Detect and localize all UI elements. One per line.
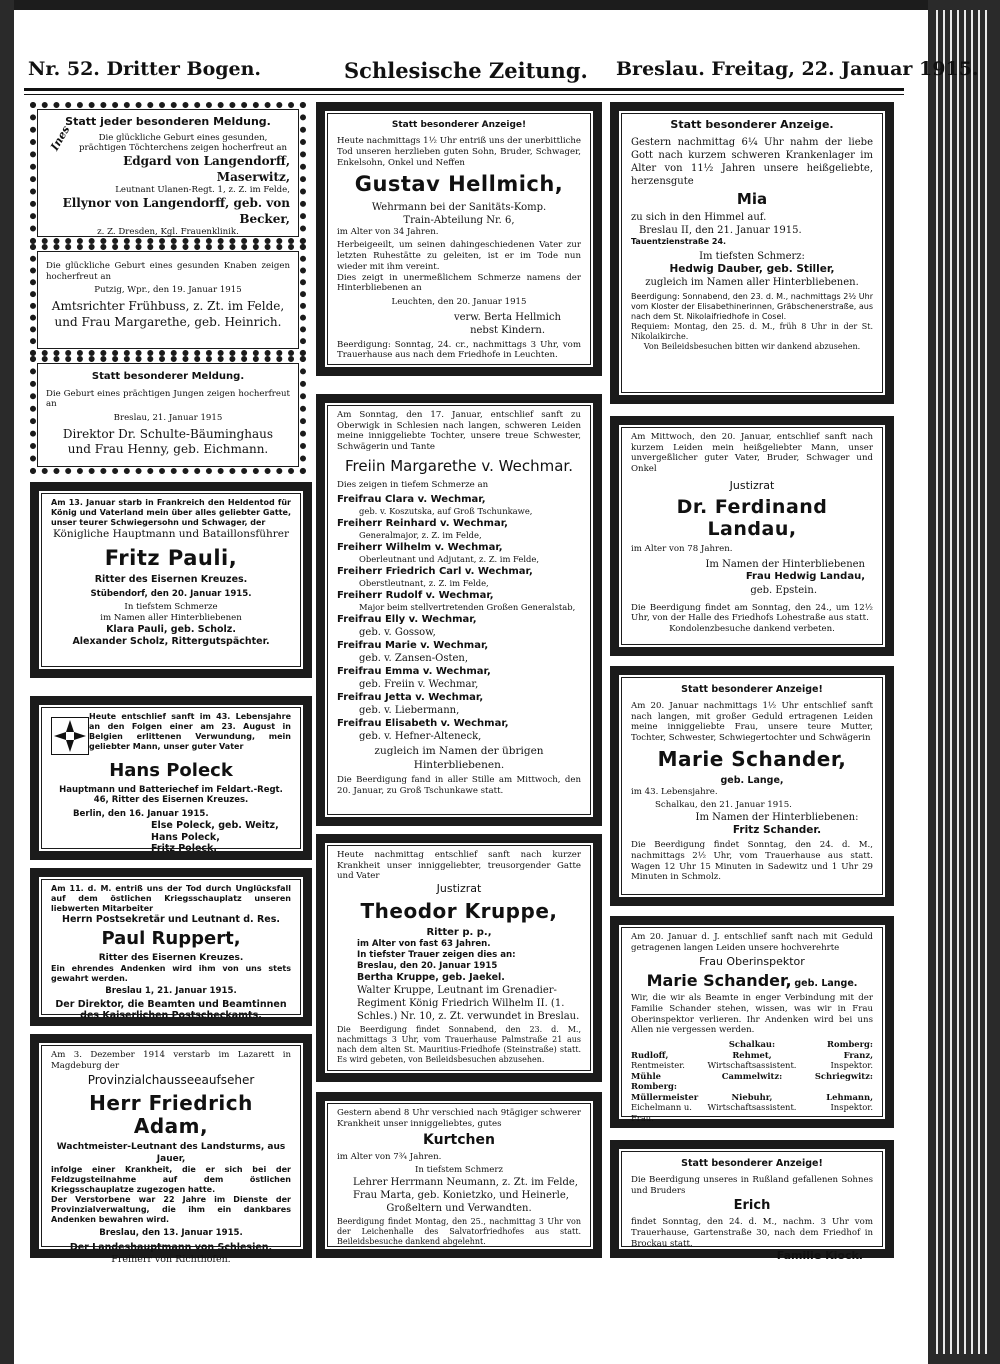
notice-heading: Statt besonderer Anzeige. bbox=[670, 118, 834, 131]
closing-note: Von Beileidsbesuchen bitten wir dankend abzusehen. bbox=[643, 342, 861, 352]
mourner-detail: geb. Freiin v. Wechmar, bbox=[359, 679, 479, 691]
deceased-rank: Train-Abteilung Nr. 6, bbox=[403, 214, 515, 226]
signature: Im Namen der Hinterbliebenen bbox=[705, 559, 865, 571]
obituary-dauber bbox=[610, 102, 894, 404]
obituary-text: Am 20. Januar nachmittags 1½ Uhr entschlief sanft nach langen, mit großer Geduld ertragenen Leiden meine inniggeliebte Frau, unsere teure Mutter, Tochter, Schwester, Schwiegertochter und Schwägerin bbox=[631, 700, 873, 744]
deceased-title: Königliche Hauptmann und Bataillonsführer bbox=[52, 528, 290, 540]
deceased-age: im 43. Lebensjahre. bbox=[631, 786, 718, 797]
grief-line: In tiefstem Schmerze bbox=[124, 602, 218, 613]
obituary-place: Breslau, den 20. Januar 1915 bbox=[357, 960, 498, 971]
funeral-info: Beerdigung: Sonnabend, den 23. d. M., nachmittags 2½ Uhr vom Kloster der Elisabethinerinnen, Gräbschenerstraße, aus nach dem St. Nikolaifriedhofe in Cosel. bbox=[631, 292, 873, 322]
grief-line: im Namen aller Hinterbliebenen bbox=[100, 613, 242, 624]
signature-cell: Mühle Romberg: bbox=[631, 1070, 677, 1092]
obituary-schander-family bbox=[610, 666, 894, 906]
signature-cell: Eichelmann u. Frau. bbox=[631, 1102, 692, 1123]
notice-fruehbuss bbox=[30, 244, 306, 356]
signature: Lehrer Herrmann Neumann, z. Zt. im Felde, bbox=[353, 1177, 578, 1189]
notice-text: Die glückliche Geburt eines gesunden, prächtigen Töchterchens zeigen hocherfreut an bbox=[78, 132, 288, 154]
date-line: Breslau. Freitag, 22. Januar 1915. bbox=[616, 58, 979, 80]
obituary-text: Dies zeigen in tiefem Schmerze an bbox=[337, 479, 489, 490]
deceased-rank: Hauptmann und Batteriechef im Feldart.-Regt. 46, Ritter des Eisernen Kreuzes. bbox=[59, 784, 283, 806]
obituary-pauli bbox=[30, 482, 312, 678]
signature: Else Poleck, geb. Weitz, bbox=[151, 819, 279, 831]
obituary-text: Heute nachmittags 1½ Uhr entriß uns der unerbittliche Tod unseren herzlieben guten Sohn, Bruder, Schwager, Enkelsohn, Onkel und Neffen bbox=[337, 136, 581, 168]
deceased-maiden-name: geb. Lange. bbox=[794, 978, 858, 990]
signature: geb. Epstein. bbox=[750, 584, 817, 596]
mourner-detail: geb. v. Hefner-Alteneck, bbox=[359, 731, 482, 743]
notice-place: Putzig, Wpr., den 19. Januar 1915 bbox=[94, 285, 242, 296]
funeral-info: findet Sonntag, den 24. d. M., nachm. 3 Uhr vom Trauerhause, Gartenstraße 30, nach dem Friedhof in Brockau statt. bbox=[631, 1217, 873, 1249]
deceased-honor: Ritter des Eisernen Kreuzes. bbox=[98, 952, 244, 963]
mourner-name: Freifrau Clara v. Wechmar, bbox=[337, 494, 486, 506]
signature-cell: Cammelwitz: bbox=[721, 1070, 783, 1081]
mourner-name: Freiherr Rudolf v. Wechmar, bbox=[337, 590, 494, 602]
signature: Alexander Scholz, Rittergutspächter. bbox=[72, 635, 270, 647]
header-rule bbox=[24, 88, 904, 91]
signature: Walter Kruppe, Leutnant im Grenadier-Regiment König Friedrich Wilhelm II. (1. Schles.) Nr. 10, z. Zt. verwundet in Breslau. bbox=[357, 984, 580, 1022]
signature-cell: Schriegwitz: bbox=[814, 1070, 873, 1081]
deceased-name: Theodor Kruppe, bbox=[360, 898, 558, 923]
scan-left-edge bbox=[0, 0, 14, 1364]
signature-row bbox=[631, 1102, 873, 1123]
signature-row bbox=[631, 1071, 873, 1092]
deceased-name: Marie Schander, bbox=[657, 746, 847, 771]
mourner-name: Freifrau Elisabeth v. Wechmar, bbox=[337, 718, 509, 730]
mourner-detail: geb. v. Zansen-Osten, bbox=[359, 653, 469, 665]
obituary-text: Am 3. Dezember 1914 verstarb im Lazarett in Magdeburg der bbox=[51, 1050, 291, 1071]
mourner-detail: Generalmajor, z. Z. im Felde, bbox=[359, 530, 482, 541]
obituary-text: Am Sonntag, den 17. Januar, entschlief sanft zu Oberwigk in Schlesien nach langen, schweren Leiden meine inniggeliebte Tochter, unsere treue Schwester, Schwägerin und Tante bbox=[337, 410, 581, 453]
obituary-place: Stübendorf, den 20. Januar 1915. bbox=[90, 588, 252, 599]
closing-line: zugleich im Namen der übrigen Hinterbliebenen. bbox=[374, 745, 544, 771]
obituary-neumann bbox=[316, 1092, 602, 1258]
obituary-text: Herbeigeeilt, um seinen dahingeschiedenen Vater zur letzten Ruhestätte zu geleiten, ist er im Tode nun wieder mit ihm vereint. bbox=[337, 240, 581, 272]
signature: Der Landeshauptmann von Schlesien. bbox=[69, 1241, 273, 1253]
signature-row bbox=[631, 1039, 873, 1050]
obituary-place: Breslau II, den 21. Januar 1915. bbox=[639, 225, 802, 236]
obituary-text: Ein ehrendes Andenken wird ihm von uns stets gewahrt werden. bbox=[51, 963, 291, 983]
deceased-title: Justizrat bbox=[729, 478, 775, 492]
signature-cell: Romberg: bbox=[827, 1039, 873, 1050]
signature: Hans Poleck, bbox=[151, 831, 220, 843]
signature: Klara Pauli, geb. Scholz. bbox=[106, 623, 236, 635]
deceased-name: Mia bbox=[736, 189, 768, 208]
mourner-detail: geb. v. Gossow, bbox=[359, 627, 436, 639]
deceased-name: Kurtchen bbox=[423, 1132, 495, 1149]
obituary-place: Berlin, den 16. Januar 1915. bbox=[73, 808, 209, 819]
requiem-info: Requiem: Montag, den 25. d. M., früh 8 Uhr in der St. Nikolaikirche. bbox=[631, 322, 873, 342]
notice-text: Die Geburt eines prächtigen Jungen zeigen hocherfreut an bbox=[46, 388, 290, 410]
deceased-age: im Alter von fast 63 Jahren. bbox=[357, 939, 491, 950]
notice-heading: Statt jeder besonderen Meldung. bbox=[65, 115, 271, 128]
mourner-detail: Oberleutnant und Adjutant, z. Z. im Felde, bbox=[359, 554, 540, 565]
obituary-landau bbox=[610, 416, 894, 656]
obituary-wechmar bbox=[316, 394, 602, 826]
signature-cell: Franz, bbox=[843, 1049, 873, 1060]
notice-heading: Statt besonderer Anzeige! bbox=[681, 684, 823, 695]
deceased-name: Erich bbox=[733, 1198, 771, 1214]
deceased-rank: Wachtmeister-Leutnant des Landsturms, aus Jauer, bbox=[56, 1142, 286, 1164]
deceased-rank: Wehrmann bei der Sanitäts-Komp. bbox=[371, 201, 547, 213]
obituary-text: Wir, die wir als Beamte in enger Verbindung mit der Familie Schander stehen, wissen, was wir in Frau Oberinspektor verlieren. Ihr Andenken wird bei uns Allen nie vergessen werden. bbox=[631, 993, 873, 1036]
mourner-name: Freifrau Elly v. Wechmar, bbox=[337, 614, 477, 626]
notice-heading: Statt besonderer Anzeige! bbox=[391, 120, 527, 130]
issue-number: Nr. 52. Dritter Bogen. bbox=[28, 58, 262, 80]
closing-note: Kondolenzbesuche dankend verbeten. bbox=[669, 624, 835, 635]
mother-name: und Frau Henny, geb. Eichmann. bbox=[67, 442, 269, 457]
notice-place: z. Z. Dresden, Kgl. Frauenklinik. bbox=[97, 227, 239, 238]
deceased-title: Provinzialchausseeaufseher bbox=[87, 1073, 255, 1088]
deceased-name: Gustav Hellmich, bbox=[354, 172, 564, 197]
deceased-title: Justizrat bbox=[436, 882, 482, 896]
signature-cell bbox=[631, 1039, 707, 1050]
deceased-name: Dr. Ferdinand Landau, bbox=[676, 495, 828, 540]
deceased-name: Hans Poleck bbox=[109, 760, 233, 781]
signature-row bbox=[631, 1050, 873, 1061]
mourners-list bbox=[337, 493, 581, 743]
iron-cross-icon bbox=[51, 717, 89, 755]
father-name: Edgard von Langendorff, Maserwitz, bbox=[123, 154, 290, 184]
signature: Der Direktor, die Beamten und Beamtinnen bbox=[55, 998, 287, 1010]
signature: des Kaiserlichen Postscheckamts. bbox=[80, 1010, 262, 1022]
signature-cell: Inspektor. bbox=[830, 1060, 873, 1071]
notice-place: Breslau, 21. Januar 1915 bbox=[113, 412, 223, 423]
obituary-poleck bbox=[30, 696, 312, 860]
funeral-info: Die Beerdigung fand in aller Stille am Mittwoch, den 20. Januar, zu Groß Tschunkawe statt. bbox=[337, 775, 581, 797]
mourner-detail: Major beim stellvertretenden Großen Generalstab, bbox=[359, 602, 576, 613]
signature: Frau Hedwig Landau, bbox=[745, 571, 865, 583]
street-address: Tauentzienstraße 24. bbox=[631, 237, 727, 246]
signature-cell: Rudloff, bbox=[631, 1049, 669, 1060]
mother-name: und Frau Margarethe, geb. Heinrich. bbox=[54, 314, 282, 329]
father-name: Amtsrichter Frühbuss, z. Zt. im Felde, bbox=[51, 299, 285, 314]
signature-cell: Wirtschaftsassistent. bbox=[707, 1102, 797, 1113]
header-rule-thin bbox=[24, 94, 904, 95]
signature-cell: Rehmet, bbox=[732, 1049, 772, 1060]
funeral-info: Beerdigung: Sonntag, 24. cr., nachmittags 3 Uhr, vom Trauerhause aus nach dem Friedhofe in Leuchten. bbox=[337, 339, 581, 361]
signature: Fritz Schander. bbox=[732, 824, 822, 837]
deceased-name: Paul Ruppert, bbox=[101, 927, 241, 949]
signature-cell: Inspektor. bbox=[830, 1102, 873, 1113]
notice-heading: Statt besonderer Meldung. bbox=[91, 371, 245, 382]
notice-langendorff bbox=[30, 102, 306, 244]
page-stack-edges bbox=[936, 10, 988, 1354]
deceased-age: im Alter von 34 Jahren. bbox=[337, 226, 439, 237]
father-rank: Leutnant Ulanen-Regt. 1, z. Z. im Felde, bbox=[115, 185, 290, 196]
obituary-text: Der Verstorbene war 22 Jahre im Dienste der Provinzialverwaltung, die ihm ein dankbares Andenken bewahren wird. bbox=[51, 1194, 291, 1224]
obituary-place: Schalkau, den 21. Januar 1915. bbox=[655, 800, 792, 811]
signature: Frau Marta, geb. Konietzko, und Heinerle, bbox=[353, 1190, 569, 1202]
funeral-info: Beerdigung findet Montag, den 25., nachmittag 3 Uhr von der Leichenhalle des Salvatorfriedhofes aus statt. Beileidsbesuche dankend abgelehnt. bbox=[337, 1217, 581, 1247]
deceased-title: Frau Oberinspektor bbox=[699, 955, 805, 969]
obituary-text: Am 13. Januar starb in Frankreich den Heldentod für König und Vaterland mein über alles geliebter Gatte, unser teurer Schwiegersohn und Schwager, der bbox=[51, 498, 291, 527]
signature: nebst Kindern. bbox=[470, 324, 545, 336]
notice-schulte bbox=[30, 356, 306, 474]
obituary-text: Gestern abend 8 Uhr verschied nach 9tägiger schwerer Krankheit unser inniggeliebtes, gutes bbox=[337, 1108, 581, 1129]
mourner-detail: geb. v. Koszutska, auf Groß Tschunkawe, bbox=[359, 506, 533, 517]
obituary-schander-staff bbox=[610, 916, 894, 1128]
signature: Im Namen der Hinterbliebenen: bbox=[695, 812, 859, 824]
signatures-grid bbox=[631, 1039, 873, 1123]
notice-text: Die glückliche Geburt eines gesunden Knaben zeigen hocherfreut an bbox=[46, 261, 290, 282]
signature-cell: Lehmann, bbox=[826, 1091, 873, 1102]
obituary-text: zu sich in den Himmel auf. bbox=[631, 212, 767, 223]
mourner-name: Freiherr Friedrich Carl v. Wechmar, bbox=[337, 566, 533, 578]
deceased-name: Marie Schander, bbox=[646, 971, 792, 991]
obituary-text: In tiefster Trauer zeigen dies an: bbox=[357, 950, 516, 961]
signature-cell: Niebuhr, bbox=[731, 1091, 773, 1102]
deceased-honor: Ritter p. p., bbox=[426, 926, 492, 938]
obituary-place: Leuchten, den 20. Januar 1915 bbox=[391, 297, 527, 307]
obituary-text: Heute nachmittag entschlief sanft nach kurzer Krankheit unser inniggeliebter, treusorgender Gatte und Vater bbox=[337, 850, 581, 882]
obituary-place: Breslau, den 13. Januar 1915. bbox=[99, 1227, 243, 1238]
deceased-name: Freiin Margarethe v. Wechmar. bbox=[345, 456, 573, 475]
scan-top-edge bbox=[0, 0, 1000, 10]
signature: Bertha Kruppe, geb. Jaekel. bbox=[357, 971, 505, 983]
obituary-text: infolge einer Krankheit, die er sich bei der Feldzugsteilnahme auf dem östlichen Kriegsschauplatze zugezogen hatte. bbox=[51, 1164, 291, 1194]
obituary-text: Am Mittwoch, den 20. Januar, entschlief sanft nach kurzem Leiden mein heißgeliebter Mann, unser unvergeßlicher guter Vater, Bruder, Schwager und Onkel bbox=[631, 432, 873, 475]
mourner-detail: geb. v. Liebermann, bbox=[359, 705, 460, 717]
signature-row bbox=[631, 1060, 873, 1071]
signature: zugleich im Namen aller Hinterbliebenen. bbox=[645, 277, 859, 289]
deceased-age: im Alter von 7¾ Jahren. bbox=[337, 1151, 442, 1162]
obituary-ruppert bbox=[30, 868, 312, 1026]
deceased-honor: Ritter des Eisernen Kreuzes. bbox=[94, 573, 248, 585]
father-name: Direktor Dr. Schulte-Bäuminghaus bbox=[62, 426, 274, 441]
mother-name: Ellynor von Langendorff, geb. von Becker, bbox=[62, 196, 290, 226]
signature: Freiherr von Richthofen. bbox=[111, 1253, 231, 1265]
funeral-info: Die Beerdigung findet Sonntag, den 24. d. M., nachmittags 2½ Uhr, vom Trauerhause aus statt. Wagen 12 Uhr 15 Minuten in Sadewitz und 1 Uhr 29 Minuten in Schmolz. bbox=[631, 840, 873, 883]
notice-heading: Statt besonderer Anzeige! bbox=[681, 1158, 823, 1169]
mourner-name: Freiherr Wilhelm v. Wechmar, bbox=[337, 542, 503, 554]
obituary-kruppe bbox=[316, 834, 602, 1082]
obituary-adam bbox=[30, 1034, 312, 1265]
mourner-detail: Oberstleutnant, z. Z. im Felde, bbox=[359, 578, 489, 589]
signature-row bbox=[631, 1092, 873, 1103]
funeral-info: Die Beerdigung findet Sonnabend, den 23. d. M., nachmittags 3 Uhr, vom Trauerhause Palmstraße 21 aus nach dem alten St. Mauritius-Friedhofe (Steinstraße) statt. Es wird gebeten, von Beileidsbesuchen abzusehen. bbox=[337, 1024, 581, 1064]
grief-line: In tiefstem Schmerz bbox=[414, 1165, 504, 1176]
child-name: Ines bbox=[48, 123, 73, 153]
signature-cell: Müllermeister bbox=[631, 1091, 699, 1102]
obituary-text: Die Beerdigung unseres in Rußland gefallenen Sohnes und Bruders bbox=[631, 1174, 873, 1196]
signature-cell: Wirtschaftsassistent. bbox=[707, 1060, 797, 1071]
obituary-hellmich bbox=[316, 102, 602, 376]
notice-kiock bbox=[610, 1140, 894, 1263]
signature: Fritz Poleck. bbox=[151, 843, 217, 855]
funeral-info: Die Beerdigung findet am Sonntag, den 24., um 12½ Uhr, von der Halle des Friedhofs Lohestraße aus statt. bbox=[631, 602, 873, 624]
deceased-name: Fritz Pauli, bbox=[104, 545, 238, 570]
deceased-name: Herr Friedrich Adam, bbox=[89, 1091, 253, 1139]
signature-cell: Rentmeister. bbox=[631, 1060, 685, 1071]
signature-cell: Schalkau: bbox=[728, 1039, 776, 1050]
obituary-text: Am 20. Januar d. J. entschlief sanft nach mit Geduld getragenen langen Leiden unsere hochverehrte bbox=[631, 932, 873, 953]
obituary-text: Heute entschlief sanft im 43. Lebensjahre an den Folgen einer am 23. August in Belgien erlittenen Verwundung, mein geliebter Mann, unser guter Vater bbox=[89, 712, 291, 751]
grief-line: Im tiefsten Schmerz: bbox=[699, 251, 805, 262]
page-header bbox=[24, 58, 979, 88]
obituary-text: Gestern nachmittag 6¼ Uhr nahm der liebe Gott nach kurzem schweren Krankenlager im Alter von 11½ Jahren unsere heißgeliebte, herzensgute bbox=[631, 136, 873, 187]
obituary-place: Breslau 1, 21. Januar 1915. bbox=[105, 985, 237, 996]
obituary-text: Dies zeigt in unermeßlichem Schmerze namens der Hinterbliebenen an bbox=[337, 272, 581, 294]
mourner-name: Freifrau Marie v. Wechmar, bbox=[337, 640, 489, 652]
deceased-age: im Alter von 78 Jahren. bbox=[631, 544, 733, 555]
signature: Familie Kiock. bbox=[776, 1249, 863, 1263]
deceased-title: Herrn Postsekretär und Leutnant d. Res. bbox=[62, 914, 280, 925]
signature: Hedwig Dauber, geb. Stiller, bbox=[669, 263, 835, 275]
signature: verw. Berta Hellmich bbox=[453, 311, 561, 323]
mourner-name: Freiherr Reinhard v. Wechmar, bbox=[337, 518, 508, 530]
newspaper-title: Schlesische Zeitung. bbox=[344, 58, 588, 83]
mourner-name: Freifrau Jetta v. Wechmar, bbox=[337, 692, 484, 704]
deceased-maiden-name: geb. Lange, bbox=[720, 774, 784, 786]
obituary-text: Am 11. d. M. entriß uns der Tod durch Unglücksfall auf dem östlichen Kriegsschauplatz unseren liebwerten Mitarbeiter bbox=[51, 884, 291, 913]
mourner-name: Freifrau Emma v. Wechmar, bbox=[337, 666, 491, 678]
signature: Großeltern und Verwandten. bbox=[386, 1203, 532, 1215]
